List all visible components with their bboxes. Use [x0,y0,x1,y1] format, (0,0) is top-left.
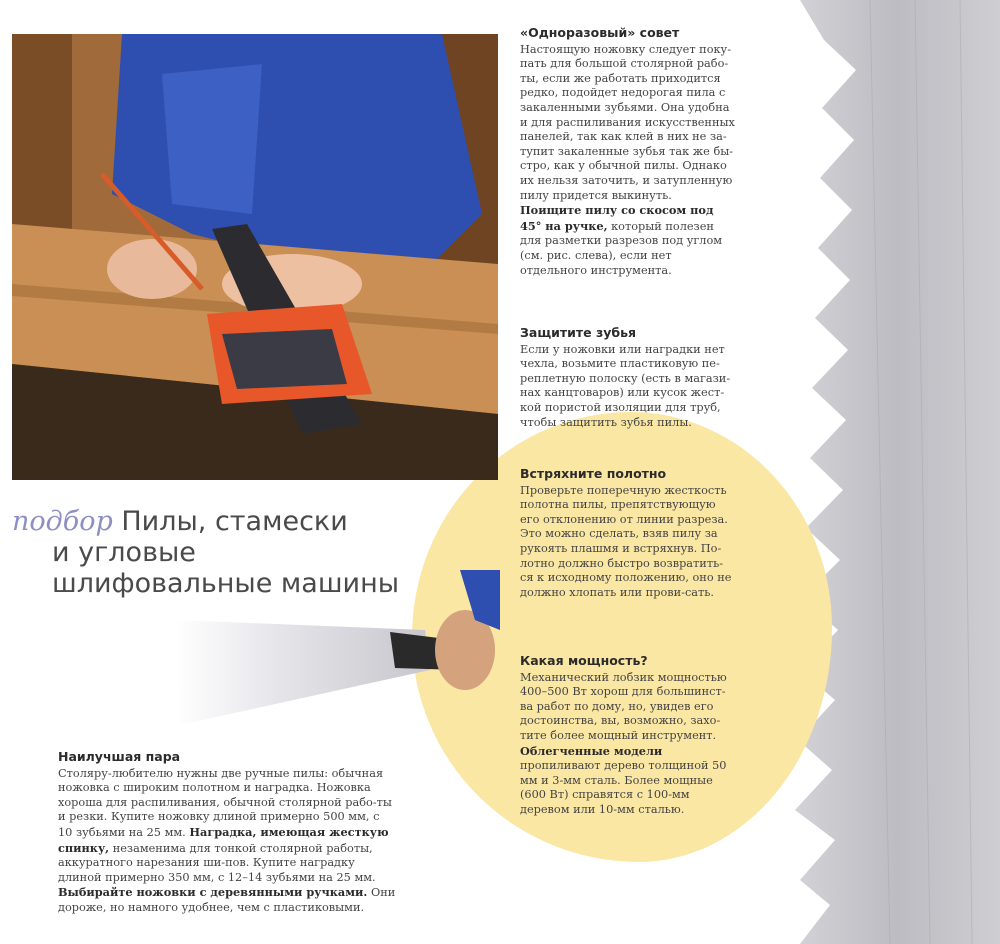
heading-line3: шлифовальные машины [52,568,400,599]
page-heading [12,506,412,599]
section-best-pair-text: Столяру-любителю нужны две ручные пилы: обычная ножовка с широким полотном и наградка. Ножовка хороша для распиливания, обычной столярной рабо-ты и резки. Купите ножовку длиной примерно 500 мм, с 10 зубьями на 25 мм. [58,766,392,839]
section-power-title: Какая мощность? [520,653,648,668]
section-best-pair-bold2: Наградка, имеющая жесткую спинку, [58,824,389,855]
section-one-time-bold: Поищите пилу со скосом под 45° на ручке, [520,203,714,233]
section-protect-title: Защитите зубья [520,325,637,340]
section-power-text: Механический лобзик мощностью 400–500 Вт хорош для большинст-ва работ по дому, но, увидев его достоинства, вы, возможно, захо-тите более мощный инструмент. [520,670,727,742]
section-shake-title: Встряхните полотно [520,466,667,481]
heading-kicker: подбор [12,506,113,537]
section-shake [520,467,732,600]
heading-line1: Пилы, стамески [121,506,348,537]
section-best-pair-title: Наилучшая пара [58,749,181,764]
section-protect-text: Если у ножовки или наградки нет чехла, возьмите пластиковую пе-реплетную полоску (есть в магази-нах канцтоваров) или кусок жест-кой пористой изоляции для труб, чтобы защитить зубья пилы. [520,342,731,429]
section-one-time-title: «Одноразовый» совет [520,25,680,40]
section-one-time-text2: который полезен для разметки разрезов под углом (см. рис. слева), если нет отдельного инструмента. [520,219,723,277]
section-one-time [520,26,735,278]
section-best-pair-text3: Они дороже, но намного удобнее, чем с пластиковыми. [58,886,396,914]
section-one-time-text: Настоящую ножовку следует поку-пать для большой столярной рабо-ты, если же работать приходится редко, подойдет недорогая пила с закаленными зубьями. Она удобна и для распиливания искусственных панелей, так как клей в них не за-тупит закаленные зубья так же бы-стро, как у обычной пилы. Однако их нельзя заточить, и затупленную пилу придется выкинуть. [520,42,735,202]
section-best-pair-text2: незаменима для тонкой столярной работы, аккуратного нарезания ши-пов. Купите наградку длиной примерно 350 мм, с 12–14 зубьями на 25 мм. [58,841,376,884]
section-protect [520,326,735,430]
heading-line2: и угловые [52,537,196,568]
section-best-pair-bold3: Выбирайте ножовки с деревянными ручками. [58,885,368,900]
section-shake-text: Проверьте поперечную жесткость полотна пилы, препятствующую его отклонению от линии разреза. Это можно сделать, взяв пилу за рукоять плашмя и встряхнув. По-лотно должно быстро возвратить-ся к исходному положению, оно не должно хлопать или прови-сать. [520,483,732,599]
section-power [520,654,732,818]
saw-blade-image [740,0,1000,944]
section-best-pair [58,750,396,916]
photo-saw-marking [12,34,498,480]
section-power-bold: Облегченные модели [520,743,663,758]
section-power-text2: пропиливают дерево толщиной 50 мм и 3-мм сталь. Более мощные (600 Вт) справятся с 100-мм деревом или 10-мм сталью. [520,759,727,816]
